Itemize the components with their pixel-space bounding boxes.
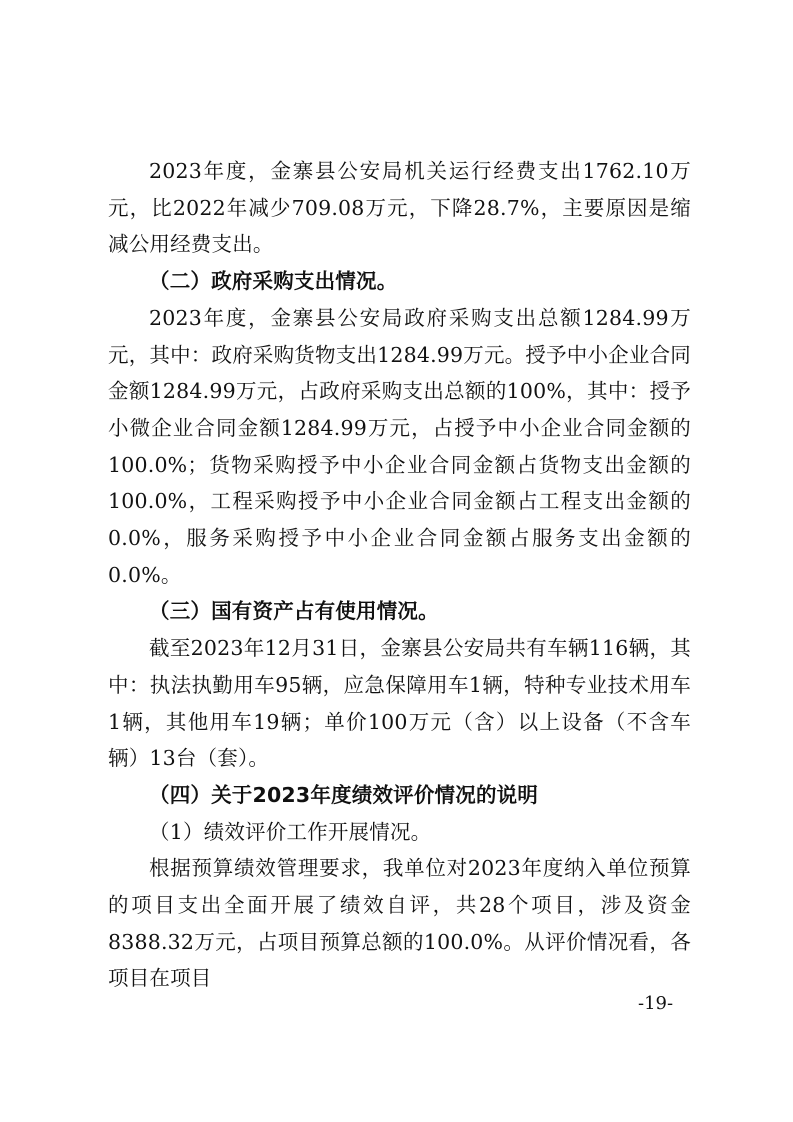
heading-performance-evaluation: （四）关于2023年度绩效评价情况的说明 [149, 782, 539, 807]
paragraph-government-procurement: 2023年度，金寨县公安局政府采购支出总额1284.99万元，其中：政府采购货物支出1284.99万元。授予中小企业合同金额1284.99万元，占政府采购支出总额的100%，其中：授予小微企业合同金额1284.99万元，占授予中小企业合同金额的100.0%；货物采购授予中小企业合同金额占货物支出金额的100.0%，工程采购授予中小企业合同金额占工程支出金额的0.0%，服务采购授予中小企业合同金额占服务支出金额的0.0%。 [108, 305, 691, 587]
heading-state-assets: （三）国有资产占有使用情况。 [149, 599, 439, 624]
paragraph-evaluation-subheading: （1）绩效评价工作开展情况。 [149, 819, 432, 844]
document-body [108, 153, 691, 997]
paragraph-operating-expenses: 2023年度，金寨县公安局机关运行经费支出1762.10万元，比2022年减少709.08万元，下降28.7%，主要原因是缩减公用经费支出。 [108, 159, 691, 257]
paragraph-evaluation-details: 根据预算绩效管理要求，我单位对2023年度纳入单位预算的项目支出全面开展了绩效自评，共28个项目，涉及资金8388.32万元，占项目预算总额的100.0%。从评价情况看，各项目在项目 [108, 856, 691, 991]
paragraph-state-assets: 截至2023年12月31日，金寨县公安局共有车辆116辆，其中：执法执勤用车95辆，应急保障用车1辆，特种专业技术用车1辆，其他用车19辆；单价100万元（含）以上设备（不含车辆）13台（套）。 [108, 636, 691, 771]
heading-government-procurement: （二）政府采购支出情况。 [149, 269, 398, 294]
page-number: -19- [638, 993, 674, 1014]
